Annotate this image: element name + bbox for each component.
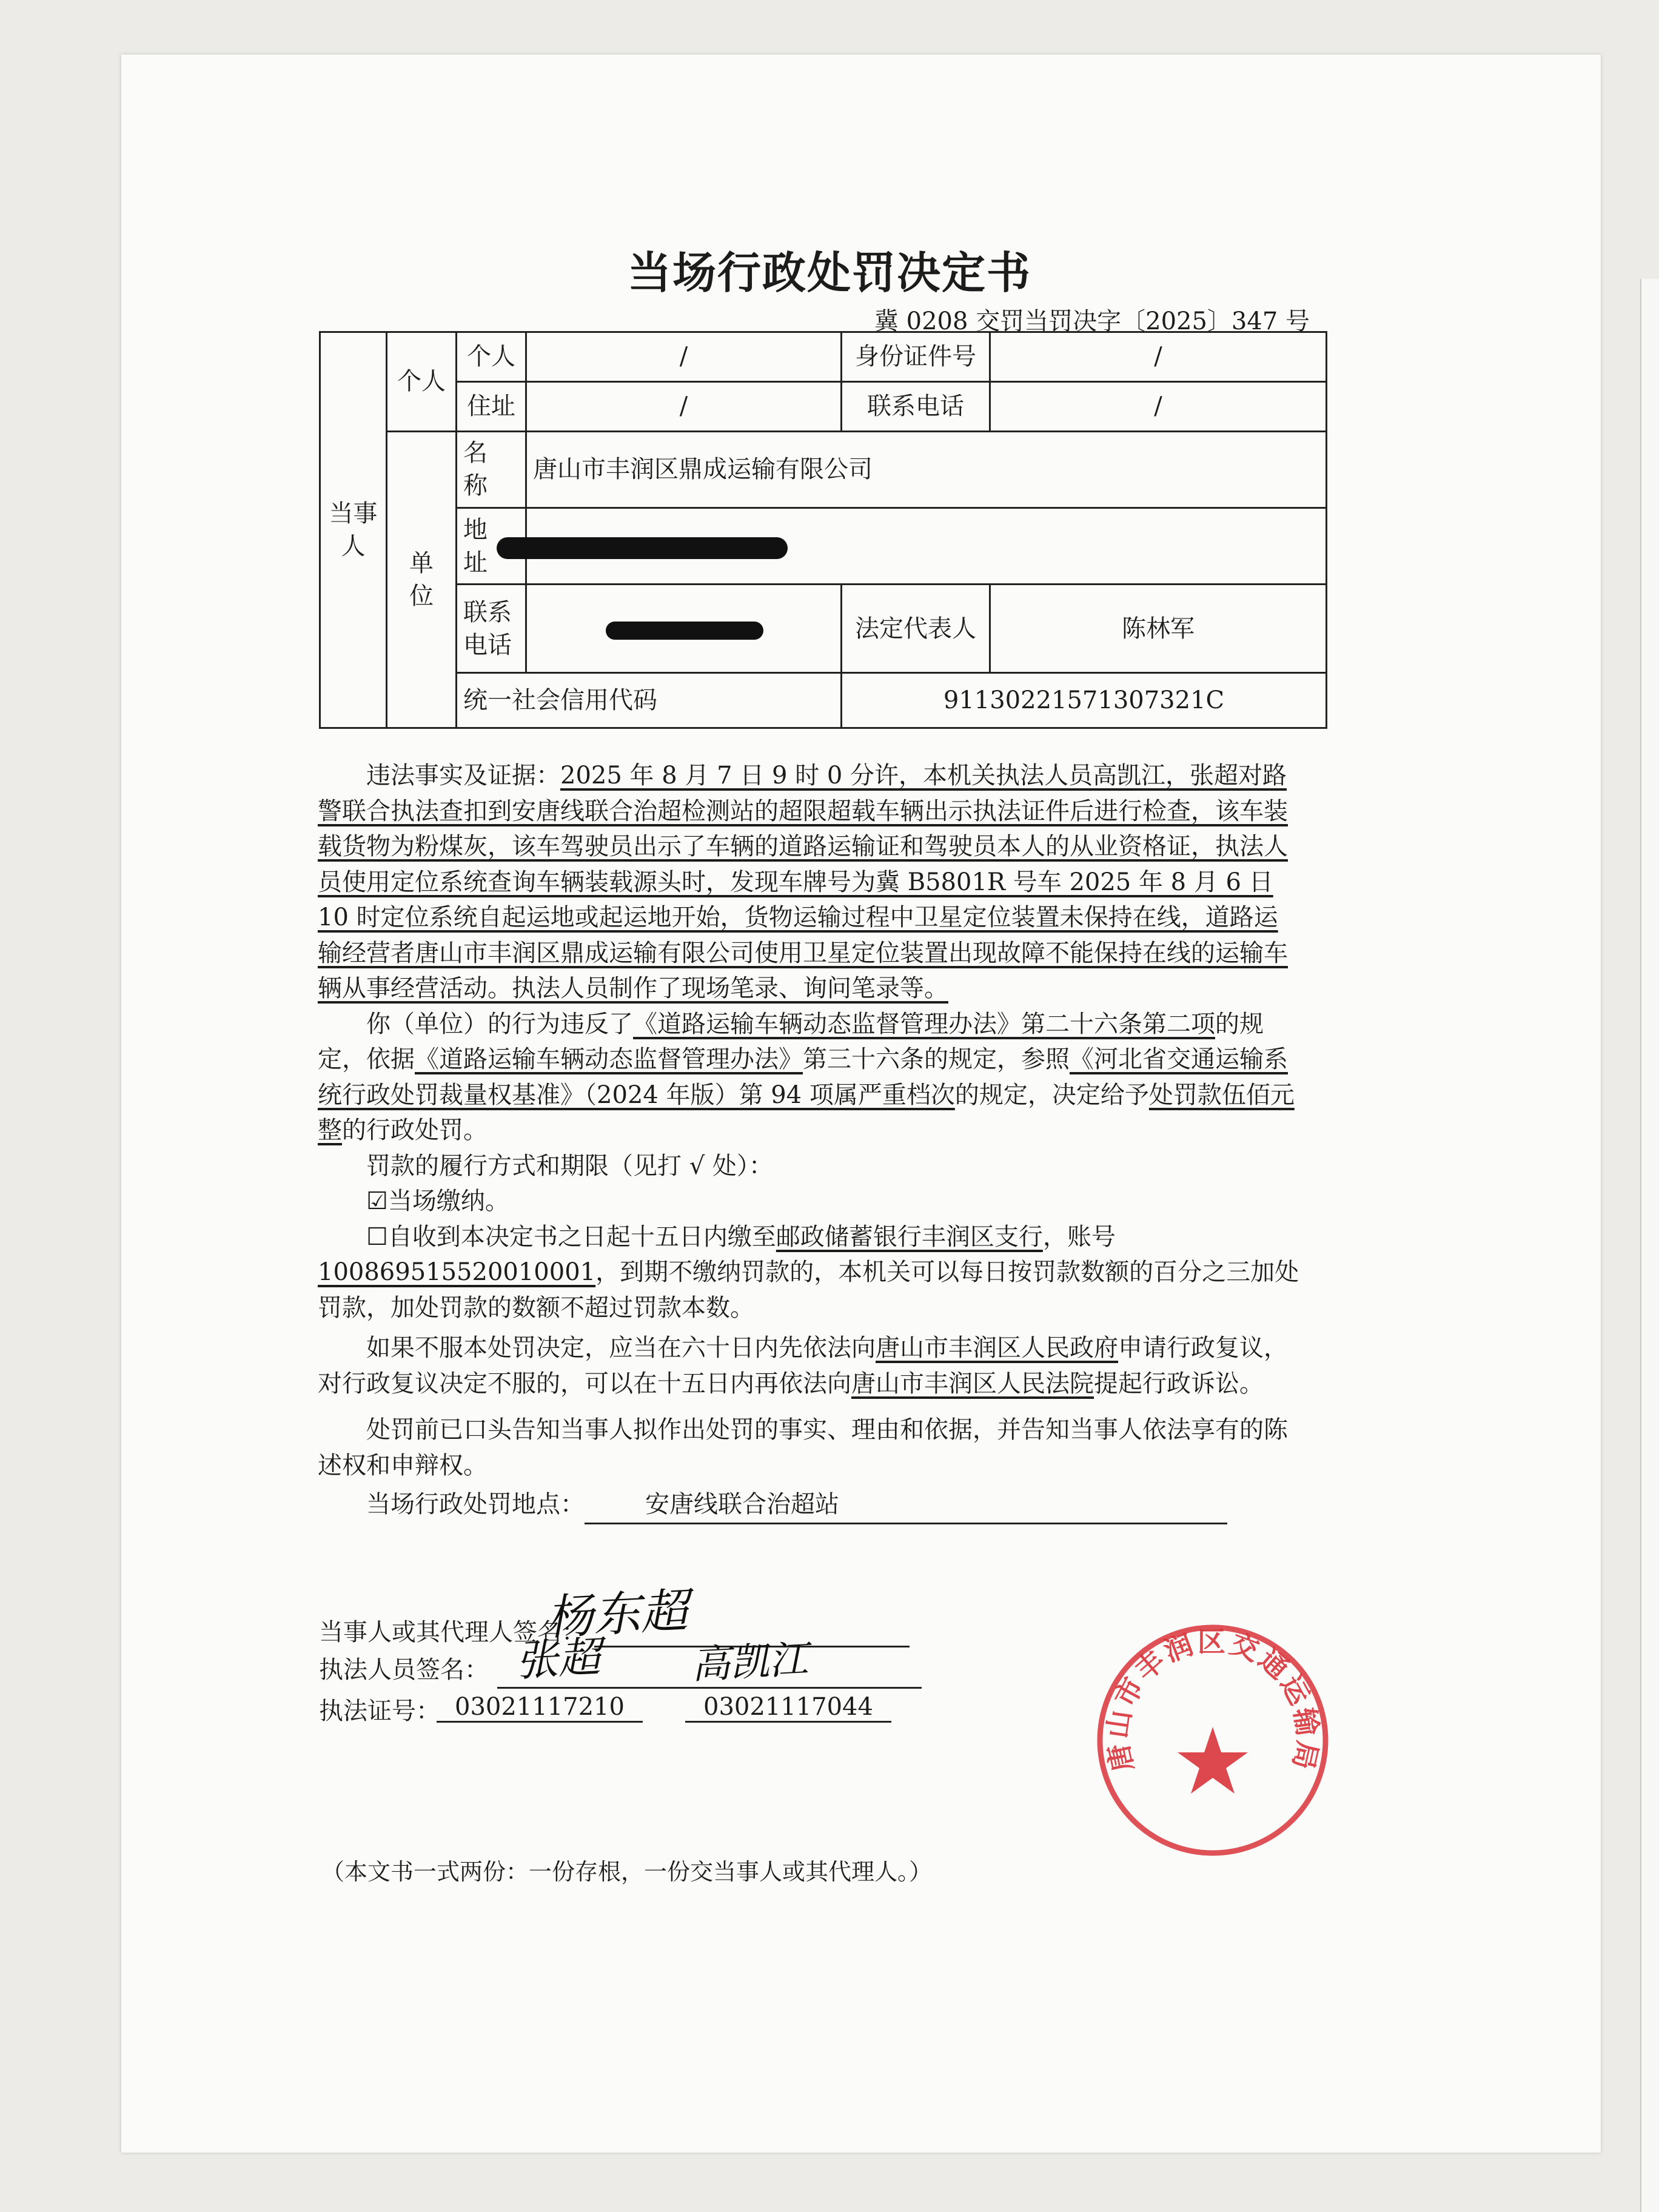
party-label: 当事人 [320, 332, 387, 728]
payment-text: ，到期不缴纳罚款的，本机关可以每日按罚款数额的百分之三加处罚款，加处罚款的数额不超过罚款本数。 [318, 1258, 1299, 1322]
cert-number-2: 03021117044 [685, 1693, 891, 1723]
decision-body [318, 758, 1300, 1524]
facts-lead: 违法事实及证据： [366, 762, 560, 789]
phone-value: / [990, 381, 1327, 431]
credit-code-label: 统一社会信用代码 [457, 672, 842, 728]
discretion-standard: 《河北省交通运输系统行政处罚裁量权基准》（2024 年版）第 94 项属严重档次 [318, 1045, 1288, 1109]
location-line [318, 1487, 1300, 1524]
location-label: 当场行政处罚地点： [366, 1490, 585, 1518]
person-value: / [526, 332, 842, 382]
official-seal [1091, 1619, 1334, 1862]
payment-intro: 罚款的履行方式和期限（见打 √ 处）： [366, 1151, 773, 1180]
violation-text: 的规定，决定给予 [954, 1081, 1149, 1109]
bank-account: 100869515520010001 [318, 1258, 596, 1286]
violation-text: 你（单位）的行为违反了 [366, 1010, 633, 1038]
officer-signature-label: 执法人员签名： [319, 1656, 489, 1684]
unit-address-label-text: 地 址 [463, 515, 488, 577]
redaction-mark [497, 537, 788, 559]
page-edge [1640, 279, 1659, 2212]
party-signature: 杨东超 [545, 1583, 689, 1646]
appeal-text: 申请行政复议，对行政复议决定不服的，可以在十五日内再依法向 [318, 1334, 1288, 1398]
appeal-paragraph [318, 1330, 1300, 1401]
payment-text: ，账号 [1042, 1222, 1116, 1251]
officer-signature-2: 高凯江 [690, 1637, 809, 1688]
payment-option-onsite: ☑当场缴纳。 [366, 1187, 509, 1215]
violated-law: 《道路运输车辆动态监督管理办法》第二十六条第二项 [633, 1010, 1215, 1038]
payment-text: ☐自收到本决定书之日起十五日内缴至 [366, 1222, 776, 1251]
officer-signature-1: 张超 [514, 1632, 602, 1686]
cert-label: 执法证号： [319, 1697, 440, 1725]
appeal-text: 提起行政诉讼。 [1094, 1369, 1264, 1398]
unit-phone-value [526, 585, 842, 673]
penalty-amount: 处罚款伍佰元整 [318, 1081, 1295, 1144]
location-value: 安唐线联合治超站 [585, 1487, 1227, 1524]
address-label: 住址 [457, 381, 526, 431]
redaction-mark [606, 622, 763, 640]
bank-name: 邮政储蓄银行丰润区支行 [776, 1222, 1043, 1251]
id-value: / [990, 332, 1327, 382]
facts-paragraph [318, 758, 1300, 1007]
individual-label: 个人 [387, 332, 457, 432]
seal-star-icon [1178, 1727, 1248, 1794]
legal-rep-value: 陈林军 [990, 585, 1327, 673]
facts-text: 2025 年 8 月 7 日 9 时 0 分许，本机关执法人员高凯江，张超对路警联合执法查扣到安唐线联合治超检测站的超限超载车辆出示执法证件后进行检查，该车装载货物为粉煤灰，该车驾驶员出示了车辆的道路运输证和驾驶员本人的从业资格证，执法人员使用定位系统查询车辆装载源头时，发现车牌号为冀 B5801R 号车 2025 年 8 月 6 日 10 时定位系统自起运地或起运地开始，货物运输过程中卫星定位装置未保持在线，道路运输经营者唐山市丰润区鼎成运输有限公司使用卫星定位装置出现故障不能保持在线的运输车辆从事经营活动。执法人员制作了现场笔录、询问笔录等。 [318, 762, 1288, 1002]
legal-rep-label: 法定代表人 [842, 585, 990, 673]
party-signature-label: 当事人或其代理人签名： [319, 1618, 586, 1646]
court-name: 唐山市丰润区人民法院 [851, 1369, 1094, 1398]
unit-phone-label: 联系电话 [457, 585, 526, 673]
unit-address-value [526, 508, 1327, 585]
party-info-table [319, 331, 1327, 729]
violation-paragraph [318, 1007, 1300, 1148]
footnote: （本文书一式两份：一份存根，一份交当事人或其代理人。） [321, 1858, 933, 1885]
unit-label: 单 位 [387, 431, 457, 728]
address-value: / [526, 381, 842, 431]
notice-paragraph: 处罚前已口头告知当事人拟作出处罚的事实、理由和依据，并告知当事人依法享有的陈述权和申辩权。 [318, 1416, 1288, 1480]
basis-law: 《道路运输车辆动态监督管理办法》 [415, 1045, 803, 1073]
person-label: 个人 [457, 332, 526, 382]
violation-text: 的规定，依据 [318, 1010, 1264, 1073]
review-authority: 唐山市丰润区人民政府 [876, 1334, 1118, 1362]
appeal-text: 如果不服本处罚决定，应当在六十日内先依法向 [366, 1334, 876, 1362]
violation-text: 的行政处罚。 [342, 1116, 488, 1144]
id-label: 身份证件号 [842, 332, 990, 382]
credit-code-value: 91130221571307321C [842, 672, 1327, 728]
name-label: 名 称 [457, 431, 526, 508]
name-value: 唐山市丰润区鼎成运输有限公司 [526, 431, 1327, 508]
phone-label: 联系电话 [842, 381, 990, 431]
seal-text: 唐山市丰润区交通运输局 [1101, 1625, 1325, 1775]
document-title: 当场行政处罚决定书 [627, 247, 1031, 298]
violation-text: 第三十六条的规定，参照 [803, 1045, 1070, 1073]
cert-number-1: 03021117210 [437, 1693, 643, 1723]
payment-option-bank [318, 1219, 1300, 1326]
document-number: 冀 0208 交罚当罚决字〔2025〕347 号 [874, 307, 1310, 335]
